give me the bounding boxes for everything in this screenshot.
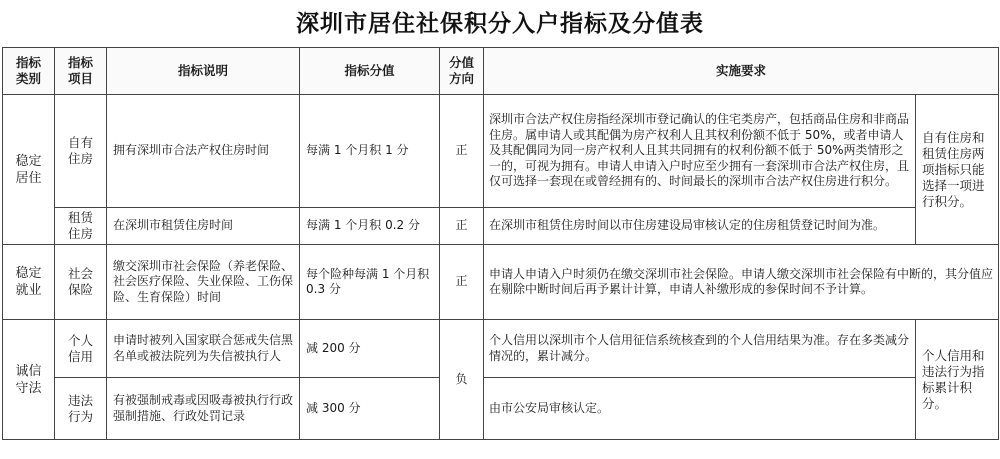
header-requirement: 实施要求	[484, 48, 999, 95]
table-row	[3, 320, 999, 378]
requirement-social-insurance: 申请人申请入户时须仍在缴交深圳市社会保险。申请人缴交深圳市社会保险有中断的，其分值应在剔除中断时间后再予累计计算，申请人补缴形成的参保时间不予计算。	[484, 245, 999, 320]
table-header-row	[3, 48, 999, 95]
desc-personal-credit: 申请时被列入国家联合惩戒失信黑名单或被法院列为失信被执行人	[107, 320, 300, 378]
header-item: 指标 项目	[55, 48, 107, 95]
requirement-personal-credit: 个人信用以深圳市个人信用征信系统核查到的个人信用结果为准。存在多类减分情况的，累计减分。	[484, 320, 916, 378]
requirement-illegal-behavior: 由市公安局审核认定。	[484, 378, 916, 440]
score-social-insurance: 每个险种每满 1 个月积 0.3 分	[300, 245, 440, 320]
item-rent-housing: 租赁 住房	[55, 208, 107, 245]
header-description: 指标说明	[107, 48, 300, 95]
table-row	[3, 208, 999, 245]
table-row	[3, 378, 999, 440]
category-integrity: 诚信 守法	[3, 320, 55, 440]
header-category: 指标 类别	[3, 48, 55, 95]
requirement-owned-housing: 深圳市合法产权住房指经深圳市登记确认的住宅类房产，包括商品住房和非商品住房。属申请人或其配偶为房产权利人且其权利份额不低于 50%，或者申请人及其配偶同为同一房产权利人且其共同拥有的权利份额不低于 50%两类情形之一的，可视为拥有。申请人申请入户时应至少拥有一套深圳市合法产权住房，且仅可选择一套现在或曾经拥有的、时间最长的深圳市合法产权住房进行积分。	[484, 95, 916, 208]
direction-social-insurance: 正	[440, 245, 484, 320]
table-row	[3, 245, 999, 320]
score-illegal-behavior: 减 300 分	[300, 378, 440, 440]
table-row	[3, 95, 999, 208]
score-personal-credit: 减 200 分	[300, 320, 440, 378]
category-employment: 稳定 就业	[3, 245, 55, 320]
direction-integrity: 负	[440, 320, 484, 440]
score-rent-housing: 每满 1 个月积 0.2 分	[300, 208, 440, 245]
requirement-rent-housing: 在深圳市租赁住房时间以市住房建设局审核认定的住房租赁登记时间为准。	[484, 208, 916, 245]
desc-social-insurance: 缴交深圳市社会保险（养老保险、社会医疗保险、失业保险、工伤保险、生育保险）时间	[107, 245, 300, 320]
header-score: 指标分值	[300, 48, 440, 95]
indicator-table	[2, 47, 999, 440]
desc-rent-housing: 在深圳市租赁住房时间	[107, 208, 300, 245]
direction-rent-housing: 正	[440, 208, 484, 245]
item-illegal-behavior: 违法 行为	[55, 378, 107, 440]
note-integrity: 个人信用和违法行为指标累计积分。	[916, 320, 999, 440]
desc-illegal-behavior: 有被强制戒毒或因吸毒被执行行政强制措施、行政处罚记录	[107, 378, 300, 440]
direction-owned-housing: 正	[440, 95, 484, 208]
item-owned-housing: 自有 住房	[55, 95, 107, 208]
page-title: 深圳市居住社保积分入户指标及分值表	[296, 10, 704, 37]
header-direction: 分值 方向	[440, 48, 484, 95]
category-housing: 稳定 居住	[3, 95, 55, 245]
item-social-insurance: 社会 保险	[55, 245, 107, 320]
item-personal-credit: 个人 信用	[55, 320, 107, 378]
desc-owned-housing: 拥有深圳市合法产权住房时间	[107, 95, 300, 208]
note-housing: 自有住房和租赁住房两项指标只能选择一项进行积分。	[916, 95, 999, 245]
score-owned-housing: 每满 1 个月积 1 分	[300, 95, 440, 208]
